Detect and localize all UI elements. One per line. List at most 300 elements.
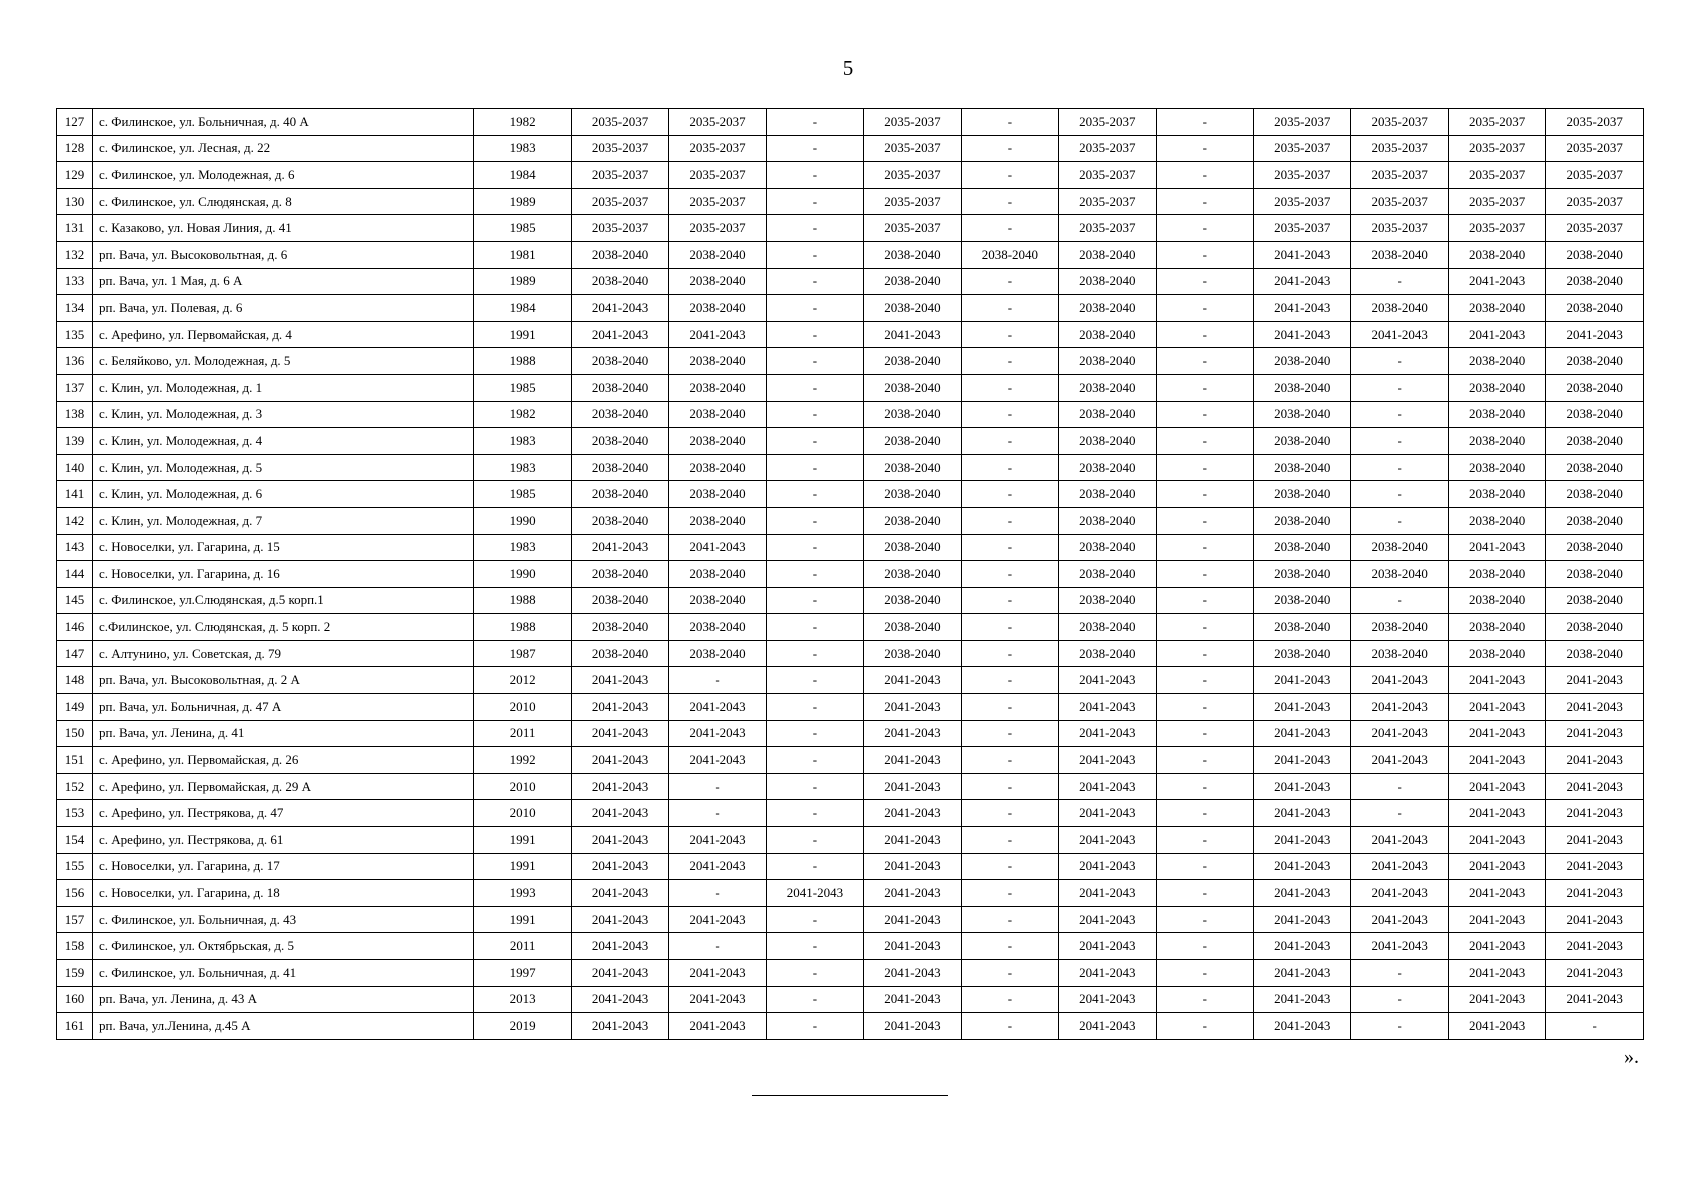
cell-period-col-2: - xyxy=(669,933,766,960)
cell-period-col-6: 2038-2040 xyxy=(1059,295,1156,322)
cell-period-col-5: - xyxy=(961,1013,1058,1040)
cell-period-col-10: 2038-2040 xyxy=(1448,428,1545,455)
cell-period-col-1: 2038-2040 xyxy=(571,640,668,667)
cell-year-built: 1988 xyxy=(474,587,571,614)
cell-period-col-1: 2041-2043 xyxy=(571,321,668,348)
cell-address: с. Новоселки, ул. Гагарина, д. 18 xyxy=(93,880,474,907)
cell-period-col-11: 2038-2040 xyxy=(1546,561,1644,588)
cell-address: с. Арефино, ул. Первомайская, д. 29 А xyxy=(93,773,474,800)
cell-period-col-7: - xyxy=(1156,960,1253,987)
cell-year-built: 2013 xyxy=(474,986,571,1013)
cell-period-col-4: 2035-2037 xyxy=(864,215,961,242)
cell-period-col-1: 2041-2043 xyxy=(571,534,668,561)
cell-year-built: 1988 xyxy=(474,614,571,641)
cell-address: рп. Вача, ул. Ленина, д. 43 А xyxy=(93,986,474,1013)
cell-period-col-6: 2038-2040 xyxy=(1059,401,1156,428)
table-row xyxy=(57,162,1644,189)
cell-period-col-4: 2035-2037 xyxy=(864,135,961,162)
cell-address: с. Филинское, ул.Слюдянская, д.5 корп.1 xyxy=(93,587,474,614)
cell-period-col-7: - xyxy=(1156,561,1253,588)
cell-period-col-10: 2041-2043 xyxy=(1448,960,1545,987)
cell-period-col-9: 2041-2043 xyxy=(1351,694,1448,721)
cell-period-col-9: - xyxy=(1351,986,1448,1013)
cell-address: с. Арефино, ул. Первомайская, д. 26 xyxy=(93,747,474,774)
cell-period-col-1: 2038-2040 xyxy=(571,614,668,641)
cell-period-col-9: - xyxy=(1351,587,1448,614)
cell-address: рп. Вача, ул. Высоковольтная, д. 6 xyxy=(93,241,474,268)
cell-period-col-11: 2038-2040 xyxy=(1546,454,1644,481)
cell-period-col-6: 2041-2043 xyxy=(1059,667,1156,694)
cell-address: с. Арефино, ул. Первомайская, д. 4 xyxy=(93,321,474,348)
cell-period-col-4: 2038-2040 xyxy=(864,348,961,375)
cell-period-col-11: 2041-2043 xyxy=(1546,800,1644,827)
cell-period-col-5: - xyxy=(961,614,1058,641)
cell-period-col-7: - xyxy=(1156,800,1253,827)
cell-period-col-11: 2038-2040 xyxy=(1546,295,1644,322)
table-row xyxy=(57,1013,1644,1040)
cell-period-col-3: - xyxy=(766,747,863,774)
cell-address: с. Филинское, ул. Больничная, д. 41 xyxy=(93,960,474,987)
cell-period-col-10: 2038-2040 xyxy=(1448,401,1545,428)
cell-period-col-11: 2041-2043 xyxy=(1546,853,1644,880)
cell-period-col-4: 2038-2040 xyxy=(864,507,961,534)
cell-period-col-2: 2038-2040 xyxy=(669,640,766,667)
cell-period-col-1: 2038-2040 xyxy=(571,401,668,428)
cell-period-col-4: 2041-2043 xyxy=(864,800,961,827)
cell-year-built: 1988 xyxy=(474,348,571,375)
cell-period-col-4: 2038-2040 xyxy=(864,428,961,455)
cell-row-number: 142 xyxy=(57,507,93,534)
cell-period-col-11: 2041-2043 xyxy=(1546,321,1644,348)
cell-address: рп. Вача, ул. 1 Мая, д. 6 А xyxy=(93,268,474,295)
cell-period-col-8: 2041-2043 xyxy=(1254,720,1351,747)
cell-period-col-6: 2035-2037 xyxy=(1059,109,1156,136)
cell-period-col-1: 2041-2043 xyxy=(571,827,668,854)
cell-period-col-11: 2038-2040 xyxy=(1546,587,1644,614)
cell-period-col-7: - xyxy=(1156,587,1253,614)
cell-period-col-3: - xyxy=(766,1013,863,1040)
cell-period-col-7: - xyxy=(1156,694,1253,721)
cell-period-col-6: 2041-2043 xyxy=(1059,747,1156,774)
cell-period-col-7: - xyxy=(1156,827,1253,854)
cell-period-col-3: - xyxy=(766,215,863,242)
cell-period-col-3: - xyxy=(766,534,863,561)
cell-period-col-2: 2035-2037 xyxy=(669,109,766,136)
cell-period-col-3: - xyxy=(766,374,863,401)
cell-period-col-8: 2035-2037 xyxy=(1254,188,1351,215)
cell-address: с. Клин, ул. Молодежная, д. 6 xyxy=(93,481,474,508)
table-row xyxy=(57,188,1644,215)
cell-period-col-1: 2041-2043 xyxy=(571,720,668,747)
cell-period-col-3: - xyxy=(766,587,863,614)
table-row xyxy=(57,401,1644,428)
cell-period-col-1: 2041-2043 xyxy=(571,933,668,960)
table-row xyxy=(57,906,1644,933)
cell-row-number: 158 xyxy=(57,933,93,960)
cell-period-col-2: 2035-2037 xyxy=(669,162,766,189)
cell-period-col-8: 2038-2040 xyxy=(1254,587,1351,614)
cell-period-col-9: 2038-2040 xyxy=(1351,614,1448,641)
cell-period-col-2: 2038-2040 xyxy=(669,454,766,481)
cell-period-col-7: - xyxy=(1156,268,1253,295)
cell-address: с. Филинское, ул. Слюдянская, д. 8 xyxy=(93,188,474,215)
cell-period-col-11: 2038-2040 xyxy=(1546,640,1644,667)
cell-period-col-4: 2038-2040 xyxy=(864,561,961,588)
cell-period-col-5: - xyxy=(961,428,1058,455)
table-row xyxy=(57,667,1644,694)
cell-period-col-11: 2041-2043 xyxy=(1546,933,1644,960)
cell-period-col-11: 2041-2043 xyxy=(1546,880,1644,907)
cell-period-col-8: 2041-2043 xyxy=(1254,827,1351,854)
cell-period-col-10: 2041-2043 xyxy=(1448,853,1545,880)
cell-row-number: 128 xyxy=(57,135,93,162)
cell-period-col-4: 2041-2043 xyxy=(864,773,961,800)
table-row xyxy=(57,986,1644,1013)
cell-year-built: 1985 xyxy=(474,215,571,242)
cell-period-col-11: 2038-2040 xyxy=(1546,374,1644,401)
cell-period-col-7: - xyxy=(1156,853,1253,880)
cell-period-col-2: - xyxy=(669,880,766,907)
cell-year-built: 1983 xyxy=(474,534,571,561)
cell-year-built: 1983 xyxy=(474,428,571,455)
cell-period-col-2: 2038-2040 xyxy=(669,507,766,534)
cell-period-col-8: 2038-2040 xyxy=(1254,614,1351,641)
cell-period-col-3: - xyxy=(766,800,863,827)
cell-period-col-3: 2041-2043 xyxy=(766,880,863,907)
cell-period-col-5: - xyxy=(961,507,1058,534)
cell-period-col-8: 2038-2040 xyxy=(1254,374,1351,401)
cell-period-col-7: - xyxy=(1156,986,1253,1013)
cell-period-col-2: 2041-2043 xyxy=(669,1013,766,1040)
table-row xyxy=(57,933,1644,960)
cell-period-col-5: - xyxy=(961,773,1058,800)
table-row xyxy=(57,454,1644,481)
cell-period-col-10: 2038-2040 xyxy=(1448,481,1545,508)
cell-period-col-2: 2035-2037 xyxy=(669,135,766,162)
cell-period-col-8: 2035-2037 xyxy=(1254,215,1351,242)
cell-period-col-1: 2035-2037 xyxy=(571,215,668,242)
cell-period-col-2: 2041-2043 xyxy=(669,534,766,561)
table-row xyxy=(57,268,1644,295)
cell-period-col-6: 2041-2043 xyxy=(1059,720,1156,747)
cell-address: с.Филинское, ул. Слюдянская, д. 5 корп. 2 xyxy=(93,614,474,641)
table-row xyxy=(57,109,1644,136)
cell-year-built: 1991 xyxy=(474,906,571,933)
cell-period-col-10: 2041-2043 xyxy=(1448,880,1545,907)
cell-period-col-3: - xyxy=(766,162,863,189)
cell-period-col-10: 2041-2043 xyxy=(1448,800,1545,827)
cell-period-col-5: - xyxy=(961,827,1058,854)
cell-period-col-3: - xyxy=(766,667,863,694)
cell-period-col-7: - xyxy=(1156,534,1253,561)
cell-year-built: 1983 xyxy=(474,135,571,162)
table-row xyxy=(57,135,1644,162)
cell-period-col-6: 2038-2040 xyxy=(1059,614,1156,641)
table-row xyxy=(57,561,1644,588)
cell-period-col-8: 2041-2043 xyxy=(1254,800,1351,827)
cell-address: с. Новоселки, ул. Гагарина, д. 17 xyxy=(93,853,474,880)
cell-period-col-8: 2038-2040 xyxy=(1254,534,1351,561)
cell-period-col-6: 2041-2043 xyxy=(1059,880,1156,907)
cell-year-built: 2010 xyxy=(474,694,571,721)
cell-period-col-5: - xyxy=(961,640,1058,667)
cell-row-number: 139 xyxy=(57,428,93,455)
cell-period-col-1: 2041-2043 xyxy=(571,906,668,933)
cell-period-col-5: - xyxy=(961,268,1058,295)
cell-period-col-8: 2038-2040 xyxy=(1254,454,1351,481)
cell-period-col-3: - xyxy=(766,428,863,455)
cell-period-col-8: 2041-2043 xyxy=(1254,241,1351,268)
cell-period-col-1: 2041-2043 xyxy=(571,853,668,880)
cell-address: рп. Вача, ул. Высоковольтная, д. 2 А xyxy=(93,667,474,694)
cell-period-col-9: - xyxy=(1351,268,1448,295)
cell-period-col-11: 2038-2040 xyxy=(1546,348,1644,375)
cell-period-col-7: - xyxy=(1156,481,1253,508)
cell-period-col-6: 2035-2037 xyxy=(1059,162,1156,189)
cell-row-number: 151 xyxy=(57,747,93,774)
cell-period-col-3: - xyxy=(766,135,863,162)
cell-year-built: 1984 xyxy=(474,295,571,322)
cell-period-col-7: - xyxy=(1156,454,1253,481)
cell-period-col-6: 2038-2040 xyxy=(1059,507,1156,534)
cell-period-col-1: 2041-2043 xyxy=(571,1013,668,1040)
cell-period-col-7: - xyxy=(1156,109,1253,136)
cell-period-col-5: - xyxy=(961,454,1058,481)
cell-period-col-2: 2041-2043 xyxy=(669,853,766,880)
cell-period-col-7: - xyxy=(1156,401,1253,428)
cell-period-col-4: 2035-2037 xyxy=(864,188,961,215)
table-row xyxy=(57,374,1644,401)
cell-period-col-10: 2041-2043 xyxy=(1448,1013,1545,1040)
cell-row-number: 152 xyxy=(57,773,93,800)
cell-period-col-10: 2038-2040 xyxy=(1448,561,1545,588)
cell-period-col-9: - xyxy=(1351,773,1448,800)
cell-period-col-4: 2035-2037 xyxy=(864,109,961,136)
table-row xyxy=(57,348,1644,375)
cell-period-col-8: 2038-2040 xyxy=(1254,507,1351,534)
cell-address: с. Клин, ул. Молодежная, д. 1 xyxy=(93,374,474,401)
table-row xyxy=(57,800,1644,827)
cell-address: рп. Вача, ул. Полевая, д. 6 xyxy=(93,295,474,322)
cell-period-col-11: 2035-2037 xyxy=(1546,188,1644,215)
cell-period-col-10: 2038-2040 xyxy=(1448,507,1545,534)
cell-period-col-1: 2035-2037 xyxy=(571,188,668,215)
cell-period-col-4: 2041-2043 xyxy=(864,1013,961,1040)
cell-period-col-3: - xyxy=(766,454,863,481)
cell-period-col-5: - xyxy=(961,374,1058,401)
cell-period-col-10: 2038-2040 xyxy=(1448,295,1545,322)
cell-period-col-9: - xyxy=(1351,401,1448,428)
cell-period-col-9: 2041-2043 xyxy=(1351,880,1448,907)
cell-period-col-7: - xyxy=(1156,374,1253,401)
cell-period-col-10: 2041-2043 xyxy=(1448,933,1545,960)
cell-period-col-10: 2038-2040 xyxy=(1448,614,1545,641)
cell-row-number: 155 xyxy=(57,853,93,880)
cell-period-col-7: - xyxy=(1156,241,1253,268)
cell-period-col-8: 2038-2040 xyxy=(1254,561,1351,588)
cell-period-col-10: 2041-2043 xyxy=(1448,986,1545,1013)
cell-period-col-3: - xyxy=(766,321,863,348)
cell-period-col-4: 2041-2043 xyxy=(864,960,961,987)
cell-period-col-2: 2038-2040 xyxy=(669,401,766,428)
cell-period-col-5: - xyxy=(961,481,1058,508)
cell-year-built: 1987 xyxy=(474,640,571,667)
cell-period-col-6: 2041-2043 xyxy=(1059,960,1156,987)
cell-period-col-10: 2038-2040 xyxy=(1448,640,1545,667)
cell-period-col-2: 2041-2043 xyxy=(669,827,766,854)
cell-row-number: 148 xyxy=(57,667,93,694)
cell-period-col-8: 2041-2043 xyxy=(1254,321,1351,348)
cell-year-built: 2011 xyxy=(474,720,571,747)
cell-period-col-8: 2041-2043 xyxy=(1254,268,1351,295)
cell-period-col-6: 2038-2040 xyxy=(1059,481,1156,508)
cell-period-col-7: - xyxy=(1156,162,1253,189)
cell-period-col-4: 2038-2040 xyxy=(864,640,961,667)
table-row xyxy=(57,747,1644,774)
cell-period-col-6: 2041-2043 xyxy=(1059,906,1156,933)
cell-period-col-5: - xyxy=(961,135,1058,162)
cell-period-col-9: - xyxy=(1351,481,1448,508)
cell-period-col-9: 2041-2043 xyxy=(1351,827,1448,854)
cell-year-built: 2012 xyxy=(474,667,571,694)
cell-period-col-5: - xyxy=(961,162,1058,189)
cell-period-col-8: 2038-2040 xyxy=(1254,428,1351,455)
cell-period-col-5: - xyxy=(961,880,1058,907)
cell-period-col-8: 2041-2043 xyxy=(1254,773,1351,800)
cell-period-col-2: 2038-2040 xyxy=(669,268,766,295)
cell-period-col-3: - xyxy=(766,986,863,1013)
cell-period-col-11: 2038-2040 xyxy=(1546,534,1644,561)
cell-period-col-7: - xyxy=(1156,321,1253,348)
cell-period-col-5: - xyxy=(961,694,1058,721)
cell-period-col-9: 2038-2040 xyxy=(1351,561,1448,588)
cell-period-col-8: 2041-2043 xyxy=(1254,986,1351,1013)
cell-period-col-8: 2035-2037 xyxy=(1254,162,1351,189)
cell-period-col-10: 2041-2043 xyxy=(1448,321,1545,348)
cell-period-col-9: 2038-2040 xyxy=(1351,295,1448,322)
cell-period-col-11: 2041-2043 xyxy=(1546,773,1644,800)
cell-row-number: 136 xyxy=(57,348,93,375)
cell-period-col-3: - xyxy=(766,241,863,268)
cell-period-col-9: - xyxy=(1351,800,1448,827)
cell-period-col-10: 2038-2040 xyxy=(1448,348,1545,375)
cell-address: с. Казаково, ул. Новая Линия, д. 41 xyxy=(93,215,474,242)
cell-period-col-7: - xyxy=(1156,348,1253,375)
table-body xyxy=(57,109,1644,1040)
cell-period-col-11: 2035-2037 xyxy=(1546,162,1644,189)
cell-period-col-6: 2038-2040 xyxy=(1059,534,1156,561)
cell-period-col-6: 2041-2043 xyxy=(1059,986,1156,1013)
cell-period-col-6: 2035-2037 xyxy=(1059,215,1156,242)
cell-period-col-4: 2041-2043 xyxy=(864,321,961,348)
cell-year-built: 1990 xyxy=(474,507,571,534)
cell-period-col-8: 2041-2043 xyxy=(1254,667,1351,694)
table-row xyxy=(57,428,1644,455)
cell-period-col-9: 2041-2043 xyxy=(1351,747,1448,774)
cell-period-col-6: 2038-2040 xyxy=(1059,374,1156,401)
cell-period-col-6: 2038-2040 xyxy=(1059,454,1156,481)
cell-period-col-1: 2041-2043 xyxy=(571,960,668,987)
cell-period-col-6: 2038-2040 xyxy=(1059,268,1156,295)
cell-period-col-5: - xyxy=(961,747,1058,774)
cell-period-col-8: 2038-2040 xyxy=(1254,640,1351,667)
cell-period-col-6: 2035-2037 xyxy=(1059,188,1156,215)
cell-row-number: 135 xyxy=(57,321,93,348)
cell-address: с. Клин, ул. Молодежная, д. 4 xyxy=(93,428,474,455)
cell-period-col-4: 2041-2043 xyxy=(864,667,961,694)
cell-address: с. Новоселки, ул. Гагарина, д. 16 xyxy=(93,561,474,588)
cell-period-col-7: - xyxy=(1156,747,1253,774)
cell-period-col-1: 2038-2040 xyxy=(571,561,668,588)
cell-period-col-11: 2041-2043 xyxy=(1546,827,1644,854)
table-row xyxy=(57,880,1644,907)
cell-period-col-8: 2038-2040 xyxy=(1254,481,1351,508)
cell-year-built: 1991 xyxy=(474,827,571,854)
cell-period-col-1: 2038-2040 xyxy=(571,374,668,401)
cell-period-col-6: 2041-2043 xyxy=(1059,853,1156,880)
table-row xyxy=(57,853,1644,880)
cell-period-col-11: 2041-2043 xyxy=(1546,720,1644,747)
cell-period-col-6: 2038-2040 xyxy=(1059,321,1156,348)
cell-period-col-11: 2038-2040 xyxy=(1546,401,1644,428)
cell-period-col-2: 2041-2043 xyxy=(669,906,766,933)
cell-period-col-9: 2035-2037 xyxy=(1351,162,1448,189)
cell-row-number: 138 xyxy=(57,401,93,428)
cell-period-col-3: - xyxy=(766,720,863,747)
cell-period-col-11: 2038-2040 xyxy=(1546,481,1644,508)
cell-period-col-7: - xyxy=(1156,933,1253,960)
cell-period-col-3: - xyxy=(766,188,863,215)
cell-period-col-11: 2038-2040 xyxy=(1546,268,1644,295)
cell-period-col-6: 2041-2043 xyxy=(1059,1013,1156,1040)
cell-period-col-8: 2041-2043 xyxy=(1254,1013,1351,1040)
cell-period-col-8: 2041-2043 xyxy=(1254,853,1351,880)
cell-year-built: 1984 xyxy=(474,162,571,189)
cell-period-col-6: 2038-2040 xyxy=(1059,428,1156,455)
cell-period-col-11: 2041-2043 xyxy=(1546,747,1644,774)
cell-period-col-10: 2035-2037 xyxy=(1448,162,1545,189)
cell-period-col-6: 2038-2040 xyxy=(1059,348,1156,375)
cell-period-col-2: 2041-2043 xyxy=(669,960,766,987)
cell-period-col-1: 2041-2043 xyxy=(571,667,668,694)
cell-year-built: 1985 xyxy=(474,481,571,508)
cell-year-built: 2019 xyxy=(474,1013,571,1040)
cell-period-col-5: - xyxy=(961,667,1058,694)
cell-period-col-7: - xyxy=(1156,295,1253,322)
cell-period-col-5: - xyxy=(961,295,1058,322)
cell-period-col-3: - xyxy=(766,614,863,641)
cell-period-col-2: 2038-2040 xyxy=(669,241,766,268)
cell-period-col-9: - xyxy=(1351,507,1448,534)
cell-period-col-5: - xyxy=(961,215,1058,242)
cell-period-col-1: 2041-2043 xyxy=(571,295,668,322)
cell-period-col-1: 2035-2037 xyxy=(571,135,668,162)
cell-period-col-3: - xyxy=(766,640,863,667)
cell-period-col-7: - xyxy=(1156,906,1253,933)
cell-address: рп. Вача, ул. Ленина, д. 41 xyxy=(93,720,474,747)
cell-period-col-10: 2041-2043 xyxy=(1448,667,1545,694)
cell-period-col-2: 2038-2040 xyxy=(669,374,766,401)
cell-period-col-9: - xyxy=(1351,960,1448,987)
cell-period-col-4: 2035-2037 xyxy=(864,162,961,189)
table-row xyxy=(57,215,1644,242)
cell-period-col-2: - xyxy=(669,773,766,800)
cell-row-number: 131 xyxy=(57,215,93,242)
cell-period-col-7: - xyxy=(1156,720,1253,747)
cell-period-col-8: 2041-2043 xyxy=(1254,960,1351,987)
cell-period-col-4: 2038-2040 xyxy=(864,268,961,295)
cell-period-col-4: 2041-2043 xyxy=(864,880,961,907)
